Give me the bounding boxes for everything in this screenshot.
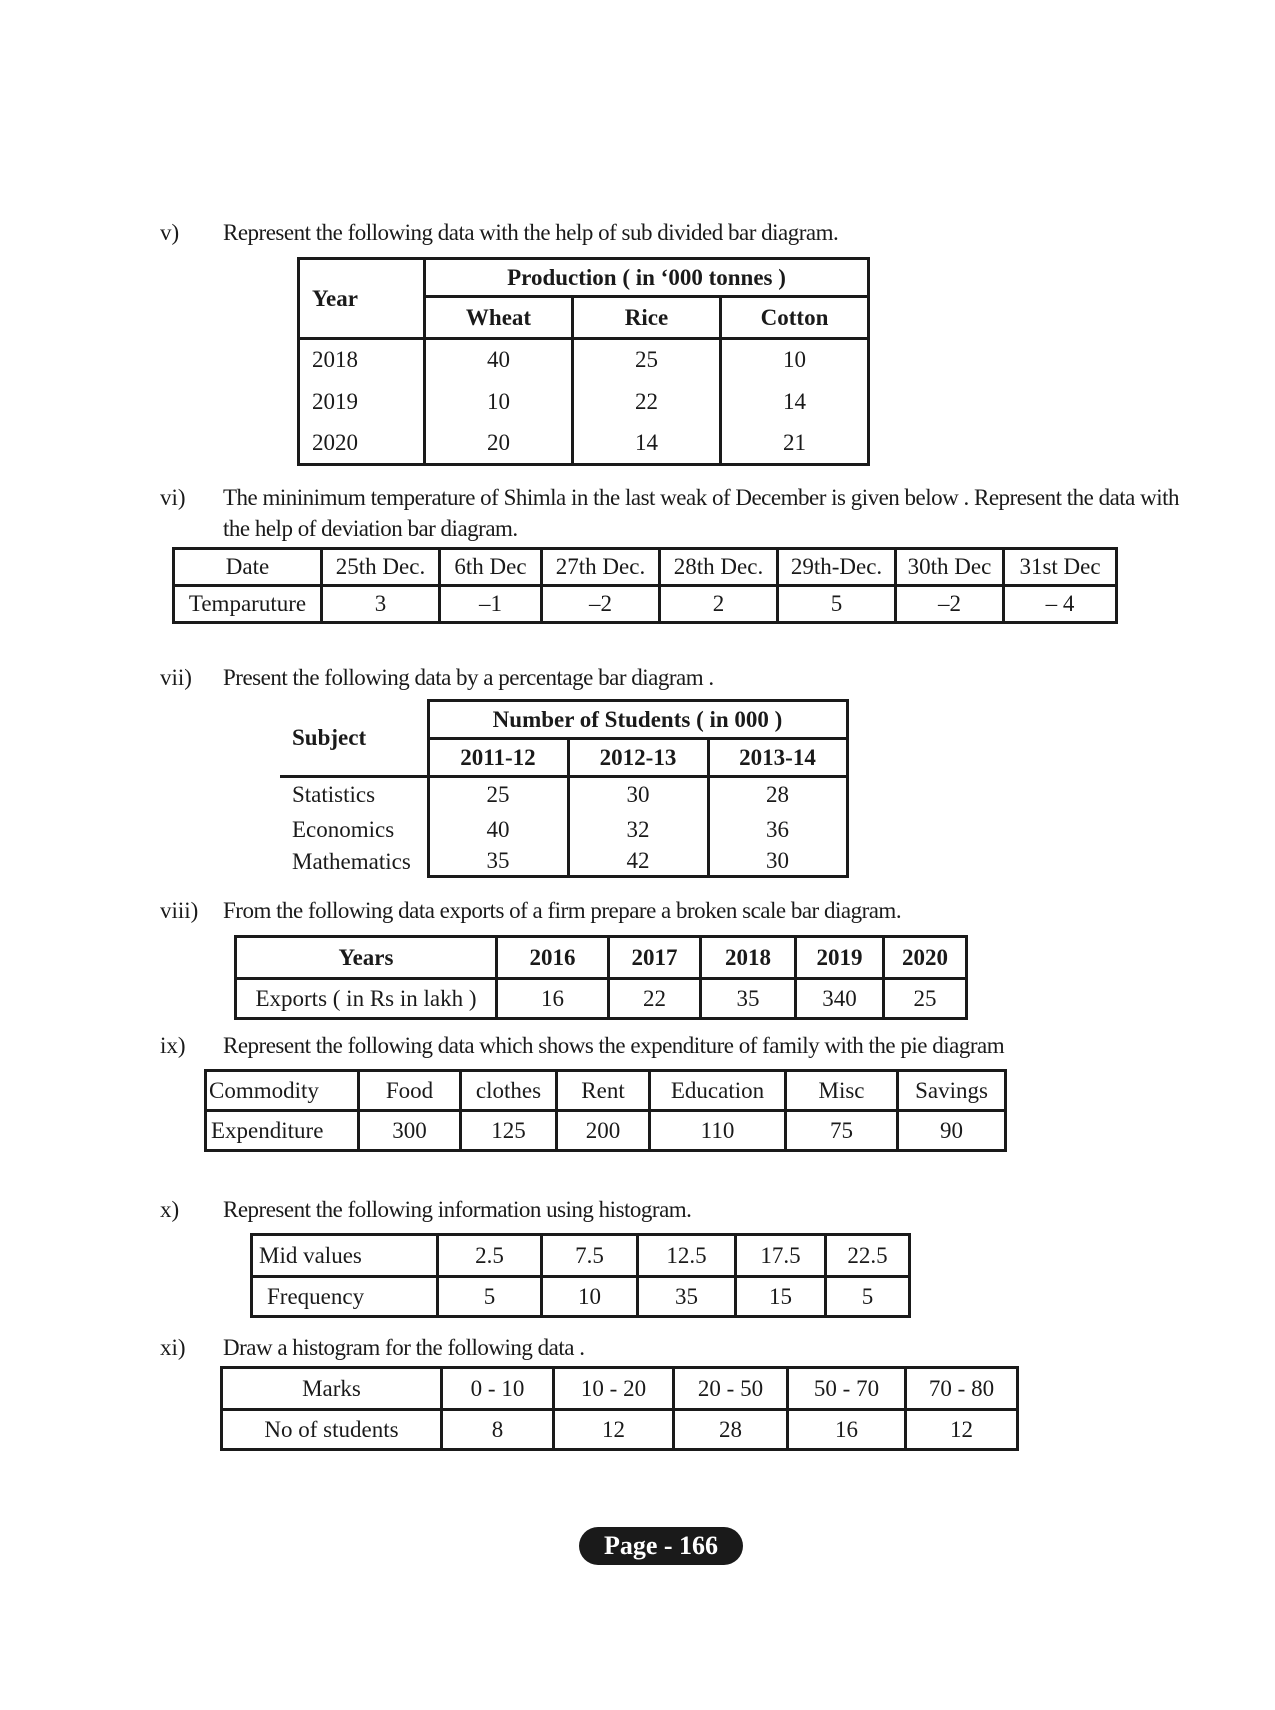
table-cell: 2017 (609, 937, 701, 979)
students-table (280, 699, 849, 878)
row-label: Years (236, 937, 497, 979)
table-cell: 12.5 (638, 1235, 736, 1277)
table-cell: –2 (542, 586, 660, 623)
table-cell: 2016 (497, 937, 609, 979)
table-cell: 340 (796, 979, 884, 1019)
table-cell: 12 (906, 1410, 1018, 1450)
question-number: vii) (160, 665, 192, 690)
question-text: Represent the following information using histogram. (223, 1197, 692, 1222)
subject-header: Subject (280, 701, 428, 777)
table-cell: 22 (609, 979, 701, 1019)
question-text: Present the following data by a percentage bar diagram . (223, 665, 714, 690)
row-label: Date (174, 549, 322, 586)
question-number: v) (160, 220, 180, 245)
students-header: Number of Students ( in 000 ) (428, 701, 847, 739)
question-text: The mininimum temperature of Shimla in the last weak of December is given below . Represent the data with the help of deviation bar diagram. (223, 485, 1180, 541)
expenditure-table (204, 1069, 1007, 1152)
table-cell: 200 (557, 1111, 650, 1151)
year-cell: 2018 (299, 339, 425, 381)
table-row (299, 423, 869, 465)
table-cell: 2.5 (438, 1235, 542, 1277)
table-cell: clothes (461, 1071, 557, 1111)
page-number-badge: Page - 166 (579, 1527, 743, 1565)
row-label: Marks (222, 1368, 442, 1410)
table-row (280, 847, 847, 877)
table-cell: 30th Dec (896, 549, 1004, 586)
table-cell: 2019 (796, 937, 884, 979)
table-cell: 10 - 20 (554, 1368, 674, 1410)
table-cell: 35 (428, 847, 568, 877)
table-cell: 75 (786, 1111, 898, 1151)
table-cell: 17.5 (736, 1235, 826, 1277)
table-cell: 16 (497, 979, 609, 1019)
column-header: Cotton (721, 297, 869, 339)
table-cell: 25th Dec. (322, 549, 440, 586)
subject-cell: Mathematics (280, 847, 428, 877)
table-row (236, 937, 967, 979)
table-row (252, 1277, 910, 1317)
table-row (280, 777, 847, 813)
table-row (299, 339, 869, 381)
row-label: Exports ( in Rs in lakh ) (236, 979, 497, 1019)
table-cell: 2 (660, 586, 778, 623)
question-number: viii) (160, 898, 199, 923)
table-cell: Rent (557, 1071, 650, 1111)
table-cell: 125 (461, 1111, 557, 1151)
row-label: No of students (222, 1410, 442, 1450)
subject-cell: Economics (280, 813, 428, 847)
table-cell: 3 (322, 586, 440, 623)
table-row (252, 1235, 910, 1277)
table-cell: Education (650, 1071, 786, 1111)
row-label: Commodity (206, 1071, 359, 1111)
table-row (280, 813, 847, 847)
table-cell: 21 (721, 423, 869, 465)
table-cell: 42 (568, 847, 708, 877)
table-row (174, 549, 1117, 586)
year-cell: 2020 (299, 423, 425, 465)
table-cell: 40 (425, 339, 573, 381)
table-cell: 29th-Dec. (778, 549, 896, 586)
table-cell: 22.5 (826, 1235, 910, 1277)
table-cell: 30 (708, 847, 847, 877)
table-cell: 7.5 (542, 1235, 638, 1277)
year-cell: 2019 (299, 381, 425, 423)
table-cell: 40 (428, 813, 568, 847)
table-cell: 0 - 10 (442, 1368, 554, 1410)
table-row (236, 979, 967, 1019)
table-cell: 10 (425, 381, 573, 423)
column-header: 2013-14 (708, 739, 847, 777)
table-cell: –1 (440, 586, 542, 623)
question-number: ix) (160, 1033, 186, 1058)
table-row (206, 1071, 1006, 1111)
table-cell: 5 (826, 1277, 910, 1317)
table-cell: 20 - 50 (674, 1368, 788, 1410)
table-row (206, 1111, 1006, 1151)
table-row (222, 1410, 1018, 1450)
table-cell: 27th Dec. (542, 549, 660, 586)
table-row (174, 586, 1117, 623)
table-cell: 14 (721, 381, 869, 423)
table-cell: 12 (554, 1410, 674, 1450)
production-table (297, 257, 870, 466)
table-cell: – 4 (1004, 586, 1117, 623)
table-cell: 50 - 70 (788, 1368, 906, 1410)
column-header: Rice (573, 297, 721, 339)
question-text: From the following data exports of a firm prepare a broken scale bar diagram. (223, 898, 902, 923)
table-cell: 20 (425, 423, 573, 465)
table-cell: 30 (568, 777, 708, 813)
table-cell: 36 (708, 813, 847, 847)
question-number: xi) (160, 1335, 186, 1360)
table-cell: 2018 (701, 937, 796, 979)
row-label: Frequency (252, 1277, 438, 1317)
table-cell: 28 (674, 1410, 788, 1450)
question-text: Represent the following data which shows the expenditure of family with the pie diagram (223, 1033, 1005, 1058)
question-text: Represent the following data with the help of sub divided bar diagram. (223, 220, 839, 245)
table-cell: 10 (542, 1277, 638, 1317)
mid-values-table (250, 1233, 911, 1318)
table-cell: 70 - 80 (906, 1368, 1018, 1410)
table-cell: Savings (898, 1071, 1006, 1111)
table-cell: 25 (884, 979, 967, 1019)
question-text: Draw a histogram for the following data . (223, 1335, 585, 1360)
table-cell: 16 (788, 1410, 906, 1450)
table-cell: 10 (721, 339, 869, 381)
table-cell: 35 (701, 979, 796, 1019)
table-cell: 5 (438, 1277, 542, 1317)
table-cell: –2 (896, 586, 1004, 623)
year-header: Year (299, 259, 425, 339)
column-header: 2012-13 (568, 739, 708, 777)
row-label: Mid values (252, 1235, 438, 1277)
row-label: Expenditure (206, 1111, 359, 1151)
table-cell: 14 (573, 423, 721, 465)
table-cell: 2020 (884, 937, 967, 979)
subject-cell: Statistics (280, 777, 428, 813)
column-header: Wheat (425, 297, 573, 339)
table-cell: Food (359, 1071, 461, 1111)
table-cell: 25 (573, 339, 721, 381)
exports-table (234, 935, 968, 1020)
row-label: Temparuture (174, 586, 322, 623)
question-number: x) (160, 1197, 180, 1222)
table-cell: 5 (778, 586, 896, 623)
table-cell: 32 (568, 813, 708, 847)
temperature-table (172, 547, 1118, 624)
table-row (222, 1368, 1018, 1410)
question-number: vi) (160, 485, 186, 510)
table-cell: 110 (650, 1111, 786, 1151)
table-cell: 28 (708, 777, 847, 813)
table-cell: 28th Dec. (660, 549, 778, 586)
table-cell: 22 (573, 381, 721, 423)
marks-table (220, 1366, 1019, 1451)
table-cell: 15 (736, 1277, 826, 1317)
table-cell: 31st Dec (1004, 549, 1117, 586)
column-header: 2011-12 (428, 739, 568, 777)
table-cell: 8 (442, 1410, 554, 1450)
table-cell: 35 (638, 1277, 736, 1317)
production-header: Production ( in ‘000 tonnes ) (425, 259, 869, 297)
table-cell: 6th Dec (440, 549, 542, 586)
table-cell: 300 (359, 1111, 461, 1151)
table-cell: 25 (428, 777, 568, 813)
table-row (299, 381, 869, 423)
table-cell: 90 (898, 1111, 1006, 1151)
table-cell: Misc (786, 1071, 898, 1111)
